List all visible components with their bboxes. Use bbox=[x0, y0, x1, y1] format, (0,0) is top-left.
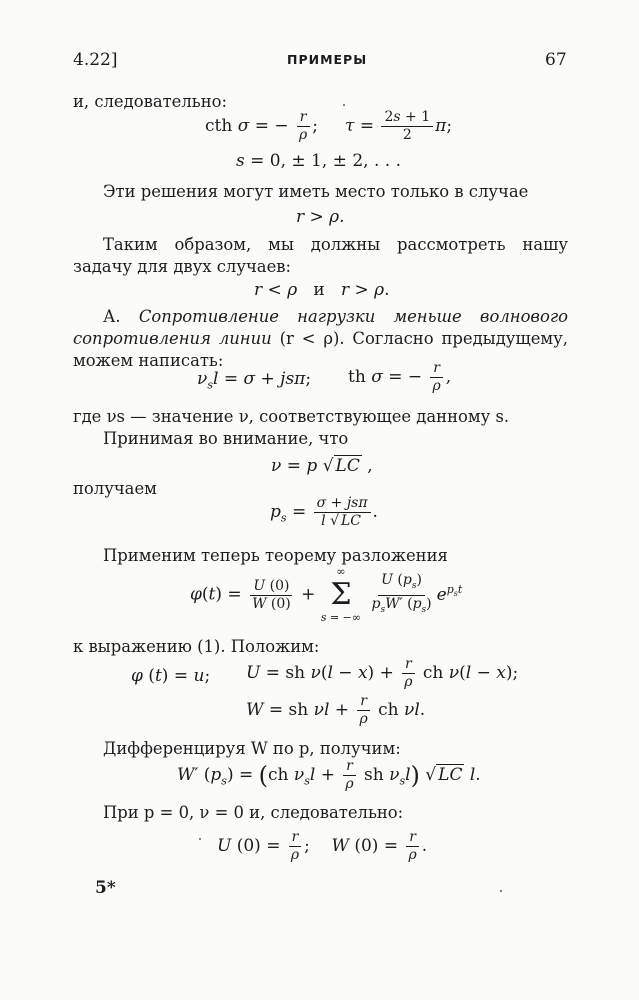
print-speck bbox=[343, 104, 345, 106]
paragraph: Эти решения могут иметь место только в случае bbox=[103, 182, 529, 201]
paragraph: Таким образом, мы должны рассмотреть нашу задачу для двух случаев: bbox=[73, 235, 568, 276]
formula-5a: $\nu_sl = \sigma + js\pi$; bbox=[197, 369, 312, 392]
formula-8: φ(t) = $\frac{U (0)}{W (0)}$ + ∞ Σ s = −∞ $\frac{U (p_s)}{p_sW' (p_s)}$ $e^{p_st}$ bbox=[190, 565, 463, 624]
paragraph: Применим теперь теорему разложения bbox=[103, 546, 448, 565]
text-line: и, следовательно: bbox=[73, 92, 228, 111]
formula-1: cth σ = − $\frac{r}{\rho}$ ; τ = $\frac{2s + 1}{2}$ π; bbox=[205, 109, 453, 143]
formula-9a: φ (t) = u; bbox=[131, 666, 211, 686]
signature-mark: 5* bbox=[95, 878, 116, 898]
paragraph: где νs — значение ν, соответствующее данному s. bbox=[73, 407, 510, 426]
formula-11: W′ $(p_s) = (ch$ $\nu_sl$ + $\frac{r}{\rho}$ sh $\nu_sl$) √ LC l. bbox=[177, 758, 481, 792]
paragraph: Принимая во внимание, что bbox=[103, 429, 349, 448]
formula-5b: th σ = − $\frac{r}{\rho}$ , bbox=[348, 360, 452, 394]
print-speck bbox=[500, 890, 502, 892]
page-number: 67 bbox=[545, 50, 567, 70]
section-number: 4.22] bbox=[73, 50, 118, 70]
formula-2: s = 0, ± 1, ± 2, . . . bbox=[236, 151, 401, 171]
formula-9b: U = sh ν(l − x) + $\frac{r}{\rho}$ ch ν(l − x); bbox=[246, 656, 519, 690]
paragraph: Дифференцируя W по p, получим: bbox=[103, 739, 401, 758]
print-speck bbox=[199, 838, 201, 840]
text-line: получаем bbox=[73, 479, 157, 498]
formula-10: W = sh νl + $\frac{r}{\rho}$ ch νl. bbox=[246, 693, 426, 727]
formula-7: $p_s$ = $\frac{\text{σ + jsπ}}{l √ LC}$ . bbox=[270, 495, 378, 529]
formula-6: ν = p √ LC , bbox=[271, 456, 373, 476]
paragraph-case-a: А. Сопротивление нагрузки меньше волнового сопротивления линии (r < ρ). Согласно предыдущему, можем написать: bbox=[73, 307, 568, 370]
formula-3: r > ρ. bbox=[296, 207, 345, 227]
paragraph: При p = 0, ν = 0 и, следовательно: bbox=[103, 803, 404, 822]
formula-4: r < ρ и r > ρ. bbox=[254, 280, 390, 300]
paragraph: к выражению (1). Положим: bbox=[73, 637, 320, 656]
formula-12: U (0) = $\frac{r}{\rho}$ ; W (0) = $\frac{r}{\rho}$ . bbox=[217, 829, 428, 863]
running-title: ПРИМЕРЫ bbox=[287, 52, 368, 67]
